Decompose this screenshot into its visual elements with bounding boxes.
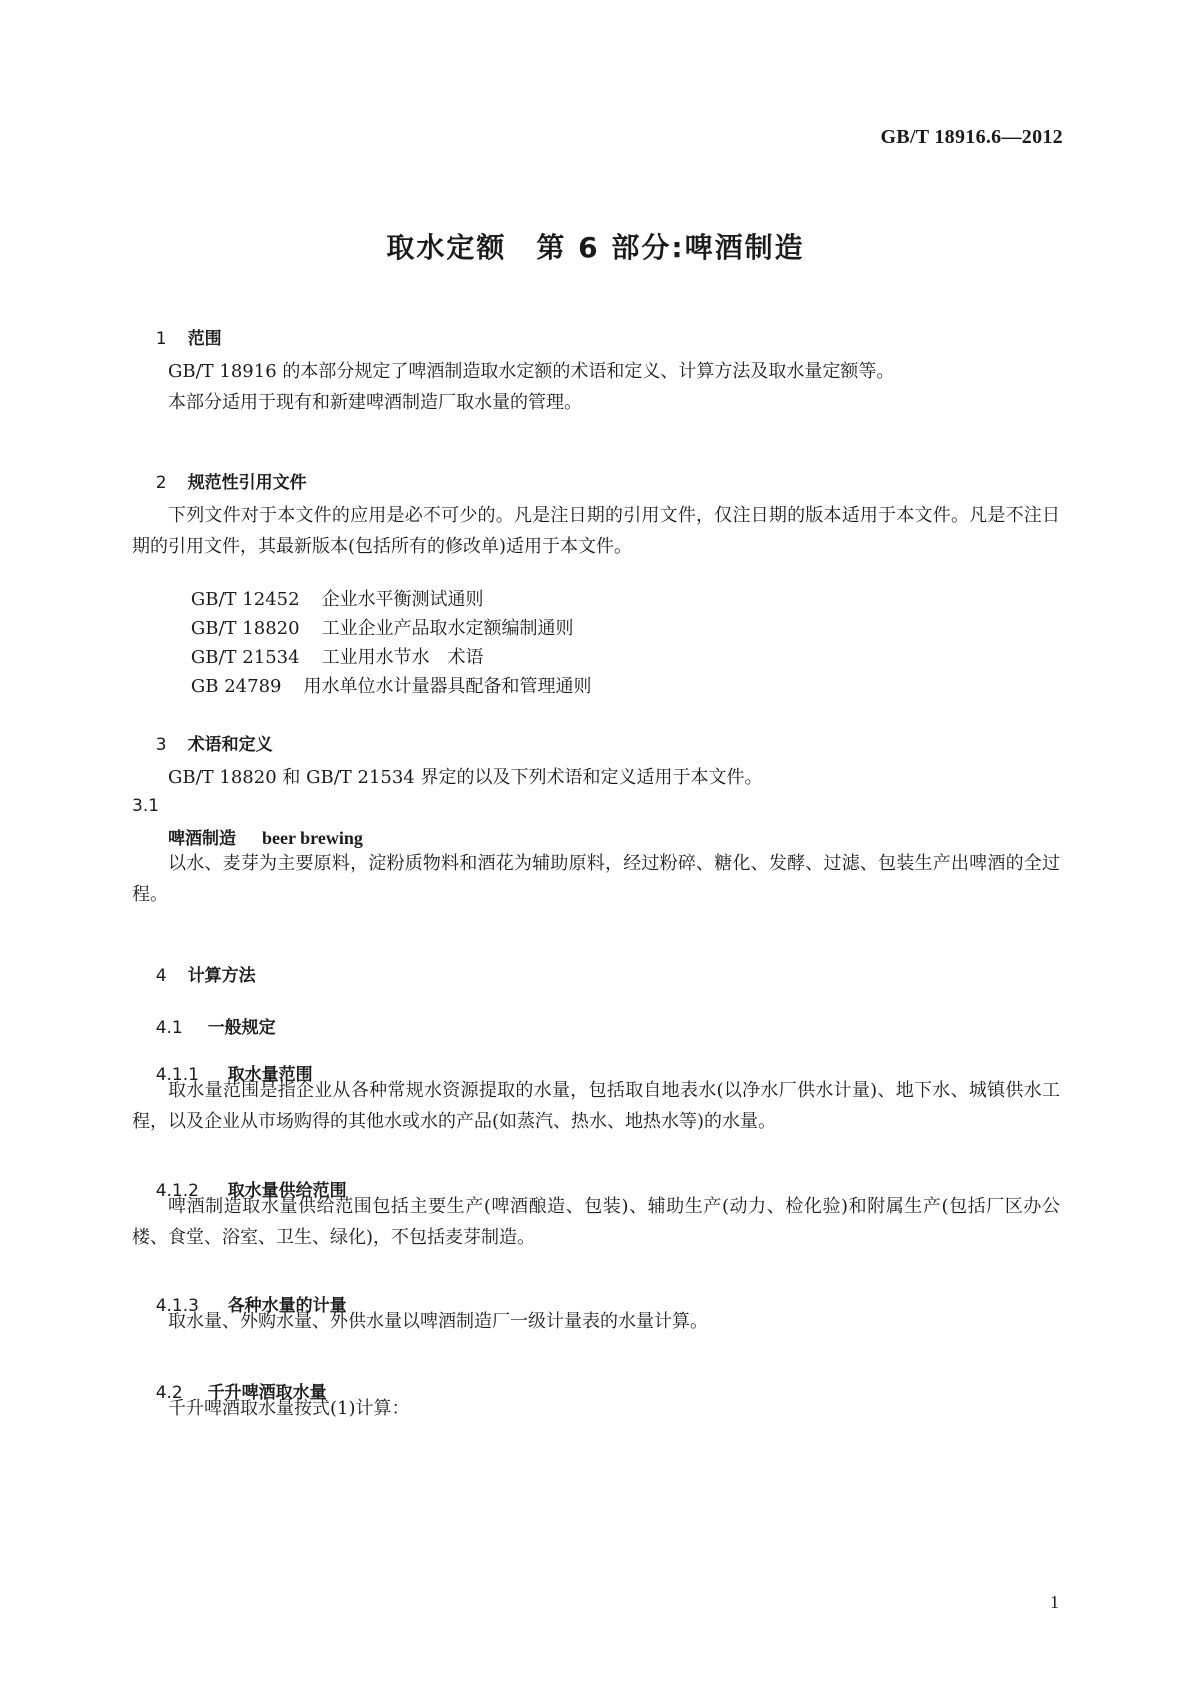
section-title: 一般规定 xyxy=(207,1018,276,1038)
section-number: 4.1.3 xyxy=(155,1296,199,1316)
section-3-paragraph-1: GB/T 18820 和 GB/T 21534 界定的以及下列术语和定义适用于本文件。 xyxy=(168,767,763,788)
normative-reference-item xyxy=(168,651,591,719)
section-title: 规范性引用文件 xyxy=(187,473,307,493)
term-name-cn: 啤酒制造 xyxy=(168,829,236,849)
section-title: 取水量供给范围 xyxy=(227,1181,347,1201)
section-4-1-3-paragraph: 取水量、外购水量、外供水量以啤酒制造厂一级计量表的水量计算。 xyxy=(168,1311,708,1332)
section-1-paragraph-2: 本部分适用于现有和新建啤酒制造厂取水量的管理。 xyxy=(168,392,582,413)
section-number: 4.2 xyxy=(155,1383,183,1403)
reference-code: GB 24789 xyxy=(190,676,282,697)
section-4-1-1-paragraph: 取水量范围是指企业从各种常规水资源提取的水量，包括取自地表水(以净水厂供水计量)、地下水、城镇供水工程，以及企业从市场购得的其他水或水的产品(如蒸汽、热水、地热水等)的水量。 xyxy=(132,1080,1060,1132)
section-title: 术语和定义 xyxy=(187,735,273,755)
reference-title: 企业水平衡测试通则 xyxy=(321,589,484,610)
reference-title: 工业企业产品取水定额编制通则 xyxy=(321,618,574,639)
section-number: 2 xyxy=(155,473,167,493)
term-definition: 以水、麦芽为主要原料，淀粉质物料和酒花为辅助原料，经过粉碎、糖化、发酵、过滤、包装生产出啤酒的全过程。 xyxy=(132,853,1060,905)
term-name-en: beer brewing xyxy=(262,828,363,848)
section-title: 各种水量的计量 xyxy=(227,1296,347,1316)
section-number: 4.1.2 xyxy=(155,1181,199,1201)
section-number: 1 xyxy=(155,329,167,349)
section-1-paragraph-1: GB/T 18916 的本部分规定了啤酒制造取水定额的术语和定义、计算方法及取水量定额等。 xyxy=(168,361,895,382)
section-4-2-paragraph: 千升啤酒取水量按式(1)计算： xyxy=(168,1398,410,1419)
section-title: 范围 xyxy=(187,329,222,349)
section-number: 4.1 xyxy=(155,1018,183,1038)
section-number: 4 xyxy=(155,966,167,986)
section-title: 取水量范围 xyxy=(227,1065,313,1085)
reference-title: 工业用水节水 术语 xyxy=(321,647,484,668)
reference-code: GB/T 18820 xyxy=(190,618,300,639)
section-title: 计算方法 xyxy=(187,966,256,986)
section-number: 3 xyxy=(155,735,167,755)
section-2-paragraph-1: 下列文件对于本文件的应用是必不可少的。凡是注日期的引用文件，仅注日期的版本适用于本文件。凡是不注日期的引用文件，其最新版本(包括所有的修改单)适用于本文件。 xyxy=(132,505,1060,557)
section-number: 4.1.1 xyxy=(155,1065,199,1085)
section-title: 千升啤酒取水量 xyxy=(207,1383,327,1403)
reference-title: 用水单位水计量器具配备和管理通则 xyxy=(303,676,592,697)
reference-code: GB/T 12452 xyxy=(190,589,300,610)
reference-code: GB/T 21534 xyxy=(190,647,300,668)
term-number: 3.1 xyxy=(132,796,160,816)
standard-code: GB/T 18916.6—2012 xyxy=(880,126,1063,148)
document-title: 取水定额 第 6 部分:啤酒制造 xyxy=(386,231,805,264)
term-name xyxy=(168,824,363,849)
section-4-1-2-paragraph: 啤酒制造取水量供给范围包括主要生产(啤酒酿造、包装)、辅助生产(动力、检化验)和附属生产(包括厂区办公楼、食堂、浴室、卫生、绿化)，不包括麦芽制造。 xyxy=(132,1196,1060,1248)
page-number: 1 xyxy=(1050,1592,1059,1612)
